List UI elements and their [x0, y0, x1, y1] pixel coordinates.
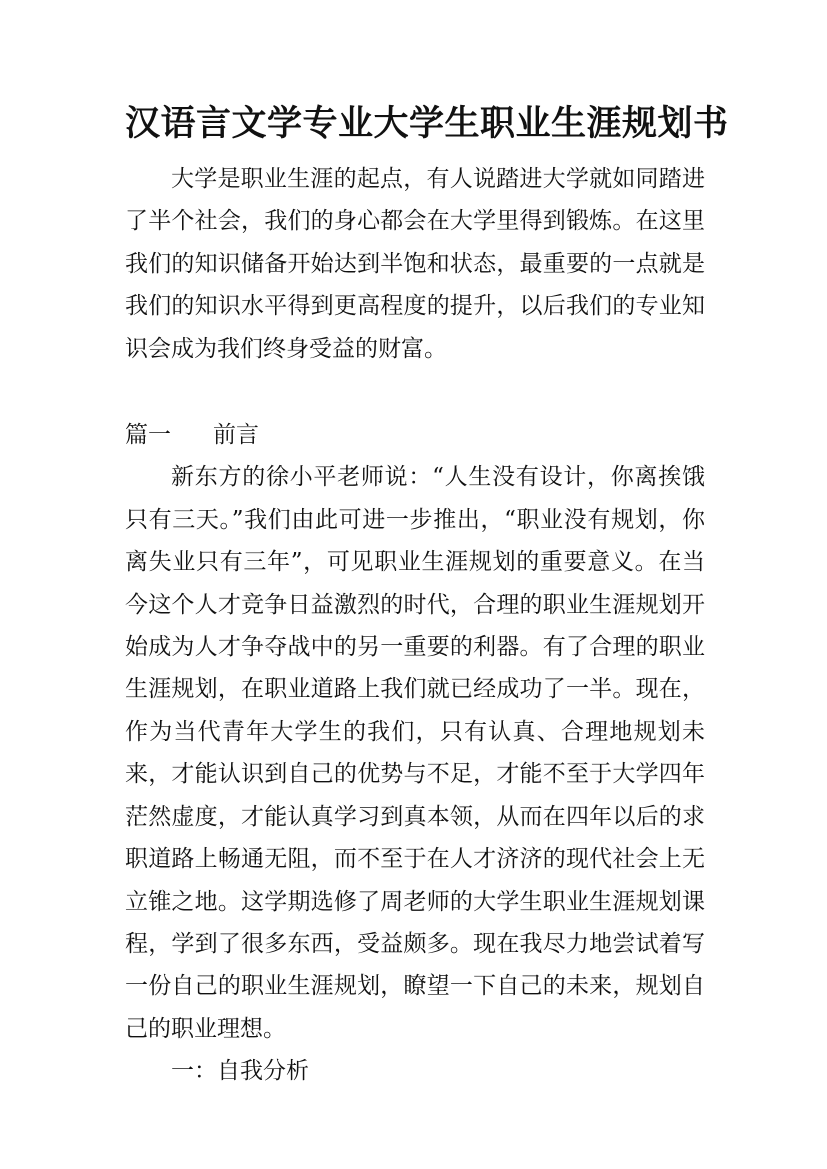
chapter-heading [125, 414, 705, 456]
section-heading: 一：自我分析 [171, 1058, 309, 1085]
chapter-name: 前言 [213, 422, 259, 449]
body-paragraph: 新东方的徐小平老师说：“人生没有设计，你离挨饿只有三天。”我们由此可进一步推出，“职业没有规划，你离失业只有三年”，可见职业生涯规划的重要意义。在当今这个人才竞争日益激烈的时代，合理的职业生涯规划开始成为人才争夺战中的另一重要的利器。有了合理的职业生涯规划，在职业道路上我们就已经成功了一半。现在，作为当代青年大学生的我们，只有认真、合理地规划未来，才能认识到自己的优势与不足，才能不至于大学四年茫然虚度，才能认真学习到真本领，从而在四年以后的求职道路上畅通无阻，而不至于在人才济济的现代社会上无立锥之地。这学期选修了周老师的大学生职业生涯规划课程，学到了很多东西，受益颇多。现在我尽力地尝试着写一份自己的职业生涯规划，瞭望一下自己的未来，规划自己的职业理想。 [125, 464, 705, 1042]
document-title: 汉语言文学专业大学生职业生涯规划书 [125, 103, 729, 144]
document-page [125, 98, 729, 1093]
chapter-label: 篇一 [125, 422, 171, 449]
intro-paragraph: 大学是职业生涯的起点，有人说踏进大学就如同踏进了半个社会，我们的身心都会在大学里得到锻炼。在这里我们的知识储备开始达到半饱和状态，最重要的一点就是我们的知识水平得到更高程度的提升，以后我们的专业知识会成为我们终身受益的财富。 [125, 166, 705, 362]
